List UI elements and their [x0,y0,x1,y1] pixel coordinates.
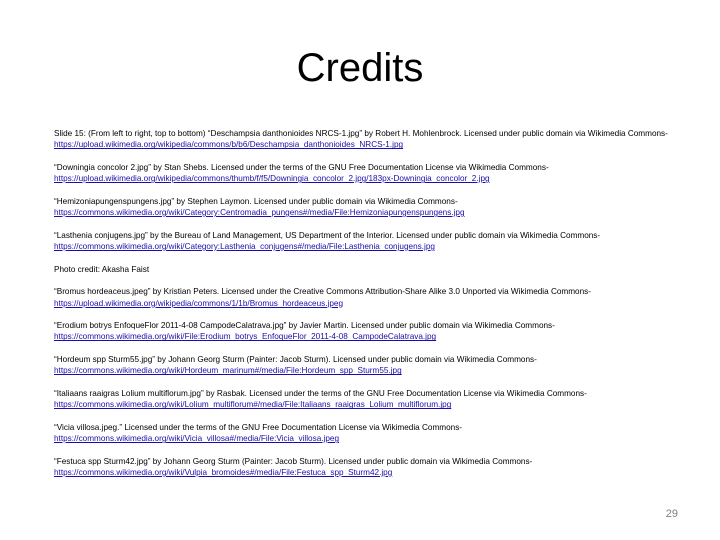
credit-text: “Hemizoniapungenspungens.jpg” by Stephen Laymon. Licensed under public domain via Wikimedia Commons- [54,196,458,206]
credit-entry [54,286,674,308]
credit-link[interactable]: https://commons.wikimedia.org/wiki/Hordeum_marinum#/media/File:Hordeum_spp_Sturm55.jpg [54,366,402,376]
credit-entry [54,196,674,218]
photo-credit [54,264,674,275]
credit-entry [54,162,674,184]
credit-text: “Bromus hordeaceus.jpeg” by Kristian Peters. Licensed under the Creative Commons Attribution-Share Alike 3.0 Unported via Wikimedia Commons- [54,287,591,297]
credits-list [54,128,674,490]
credit-text: “Downingia concolor 2.jpg” by Stan Shebs. Licensed under the terms of the GNU Free Documentation License via Wikimedia Commons- [54,162,549,172]
credit-entry [54,354,674,376]
credit-link[interactable]: https://upload.wikimedia.org/wikipedia/commons/1/1b/Bromus_hordeaceus.jpeg [54,298,343,308]
credit-text: “Festuca spp Sturm42.jpg” by Johann Georg Sturm (Painter: Jacob Sturm). Licensed under public domain via Wikimedia Commons- [54,456,533,466]
credit-link[interactable]: https://commons.wikimedia.org/wiki/Category:Lasthenia_conjugens#/media/File:Lasthenia_conjugens.jpg [54,241,435,251]
credit-link[interactable]: https://commons.wikimedia.org/wiki/File:Erodium_botrys_EnfoqueFlor_2011-4-08_CampodeCalatrava.jpg [54,332,437,342]
page-number: 29 [665,508,678,520]
credit-link[interactable]: https://commons.wikimedia.org/wiki/Lolium_multiflorum#/media/File:Italiaans_raaigras_Lolium_multiflorum.jpg [54,400,452,410]
credit-link[interactable]: https://commons.wikimedia.org/wiki/Vicia_villosa#/media/File:Vicia_villosa.jpeg [54,434,340,444]
credit-text: Slide 15: (From left to right, top to bottom) “Deschampsia danthonioides NRCS-1.jpg” by Robert H. Mohlenbrock. Licensed under public domain via Wikimedia Commons- [54,129,668,138]
credit-entry [54,388,674,410]
credit-entry [54,320,674,342]
slide-title: Credits [296,46,424,90]
credit-text: “Lasthenia conjugens.jpg” by the Bureau of Land Management, US Department of the Interior. Licensed under public domain via Wikimedia Commons- [54,230,601,240]
credit-link[interactable]: https://upload.wikimedia.org/wikipedia/commons/thumb/f/f5/Downingia_concolor_2.jpg/183px-Downingia_concolor_2.jpg [54,174,490,184]
credit-text: “Hordeum spp Sturm55.jpg” by Johann Georg Sturm (Painter: Jacob Sturm). Licensed under public domain via Wikimedia Commons- [54,355,537,365]
credit-text: “Italiaans raaigras Lolium multiflorum.jpg” by Rasbak. Licensed under the terms of the GNU Free Documentation License via Wikimedia Commons- [54,389,587,399]
credit-entry [54,128,674,150]
credit-link[interactable]: https://commons.wikimedia.org/wiki/Vulpia_bromoides#/media/File:Festuca_spp_Sturm42.jpg [54,468,393,478]
credit-text: Photo credit: Akasha Faist [54,264,150,274]
credit-text: “Vicia villosa.jpeg.” Licensed under the terms of the GNU Free Documentation License via Wikimedia Commons- [54,422,463,432]
credit-text: “Erodium botrys EnfoqueFlor 2011-4-08 CampodeCalatrava.jpg” by Javier Martin. Licensed under public domain via Wikimedia Commons- [54,321,555,331]
credit-entry [54,422,674,444]
credit-link[interactable]: https://commons.wikimedia.org/wiki/Category:Centromadia_pungens#/media/File:Hemizoniapungenspungens.jpg [54,208,465,218]
credit-entry [54,230,674,252]
credit-entry [54,456,674,478]
credit-link[interactable]: https://upload.wikimedia.org/wikipedia/commons/b/b6/Deschampsia_danthonioides_NRCS-1.jpg [54,140,404,150]
